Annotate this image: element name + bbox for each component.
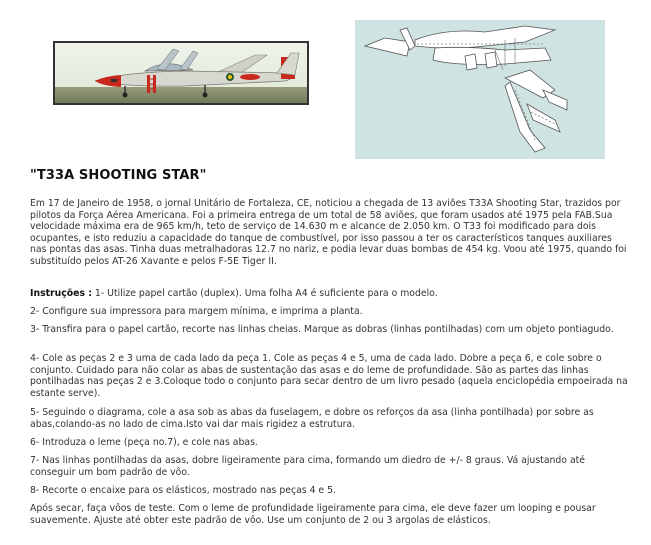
assembly-diagram (355, 20, 605, 159)
step-4: 4- Cole as peças 2 e 3 uma de cada lado da peça 1. Cole as peças 4 e 5, uma de cada lado. Dobre a peça 6, e cole sobre o conjunto. Cuidado para não colar as abas de sustentação das asas e do leme de profundidade. São as partes das linhas pontilhadas nas peças 2 e 3.Coloque todo o conjunto para secar dentro de um livro pesado (aquela enciclopédia empoeirada na estante serve). (30, 353, 628, 399)
step-5: 5- Seguindo o diagrama, cole a asa sob as abas da fuselagem, e dobre os reforços da asa (linha pontilhada) por sobre as abas,colando-as no lado de cima.Isto vai dar mais rigidez a estrutura. (30, 407, 594, 430)
final-note: Após secar, faça vôos de teste. Com o leme de profundidade ligeiramente para cima, ele deve fazer um looping e pousar suavemente. Ajuste até obter este padrão de vôo. Use um conjunto de 2 ou 3 argolas de elásticos. (30, 503, 596, 526)
step-3: 3- Transfira para o papel cartão, recorte nas linhas cheias. Marque as dobras (linhas pontilhadas) com um objeto pontiagudo. (30, 324, 614, 335)
step-6: 6- Introduza o leme (peça no.7), e cole nas abas. (30, 437, 258, 448)
intro-paragraph: Em 17 de Janeiro de 1958, o jornal Unitário de Fortaleza, CE, noticiou a chegada de 13 aviões T33A Shooting Star, trazidos por pilotos da Força Aérea Americana. Foi a primeira entrega de um total de 58 aviões, que foram usados até 1975 pela FAB.Sua velocidade máxima era de 965 km/h, teto de serviço de 14.630 m e alcance de 2.050 km. O T33 foi modificado para dois ocupantes, e isto reduziu a capacidade do tanque de combustível, por isso passou a ter os característicos tanques auxiliares nas pontas das asas. Tinha duas metralhadoras 12.7 no nariz, e podia levar duas bombas de 454 kg. Voou até 1975, quando foi substituído pelos AT-26 Xavante e pelos F-5E Tiger II. (30, 198, 627, 267)
step-2: 2- Configure sua impressora para margem mínima, e imprima a planta. (30, 306, 363, 317)
step-1 (30, 288, 630, 300)
aircraft-photo (53, 41, 309, 105)
instructions-label: Instruções : (30, 288, 92, 299)
step-1-text: 1- Utilize papel cartão (duplex). Uma folha A4 é suficiente para o modelo. (94, 288, 438, 299)
page-title: "T33A SHOOTING STAR" (30, 168, 207, 183)
step-7: 7- Nas linhas pontilhadas da asas, dobre ligeiramente para cima, formando um diedro de +/- 8 graus. Vá ajustando até conseguir um bom padrão de vôo. (30, 455, 586, 478)
step-8: 8- Recorte o encaixe para os elásticos, mostrado nas peças 4 e 5. (30, 485, 336, 496)
